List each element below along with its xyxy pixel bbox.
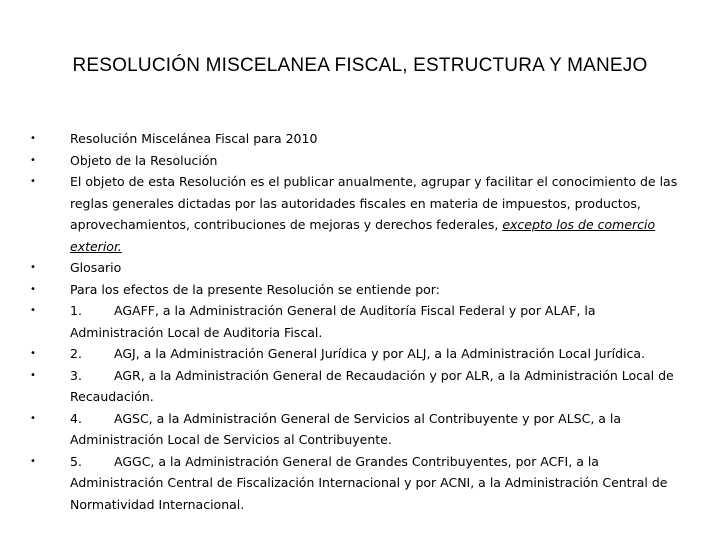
item-number: 5. (70, 453, 82, 469)
bullet-icon: • (30, 455, 36, 467)
list-item (30, 279, 680, 301)
bullet-icon: • (30, 412, 36, 424)
item-text: El objeto de esta Resolución es el publicar anualmente, agrupar y facilitar el conocimiento de las reglas generales dictadas por las autoridades fiscales en materia de impuestos, productos, aprovechamientos, contribuciones de mejoras y derechos federales, (70, 174, 678, 232)
bullet-icon: • (30, 154, 36, 166)
item-text: Resolución Miscelánea Fiscal para 2010 (70, 131, 318, 146)
list-item (30, 257, 680, 279)
bullet-icon: • (30, 176, 36, 187)
bullet-icon: • (30, 283, 36, 295)
bullet-icon: • (30, 369, 36, 381)
item-text: Para los efectos de la presente Resolución se entiende por: (70, 281, 440, 297)
item-number: 1. (70, 303, 82, 318)
list-item (30, 128, 680, 150)
item-text: AGGC, a la Administración General de Grandes Contribuyentes, por ACFI, a la Administración Central de Fiscalización Internacional y por ACNI, a la Administración Central de Normatividad Internacional. (70, 453, 668, 512)
list-item (30, 451, 680, 516)
bullet-icon: • (30, 133, 36, 144)
item-number: 4. (70, 410, 82, 426)
item-text: AGSC, a la Administración General de Servicios al Contribuyente y por ALSC, a la Administración Local de Servicios al Contribuyente. (70, 410, 622, 447)
slide-title: RESOLUCIÓN MISCELANEA FISCAL, ESTRUCTURA Y MANEJO (72, 55, 648, 76)
item-number: 3. (70, 367, 82, 383)
item-text: AGJ, a la Administración General Jurídica y por ALJ, a la Administración Local Jurídica. (114, 346, 646, 361)
list-item (30, 300, 680, 343)
item-number: 2. (70, 346, 82, 361)
item-text: Objeto de la Resolución (70, 152, 218, 168)
item-text: AGR, a la Administración General de Recaudación y por ALR, a la Administración Local de Recaudación. (70, 367, 674, 404)
list-item (30, 150, 680, 172)
bullet-icon: • (30, 262, 36, 273)
list-item (30, 171, 680, 257)
item-text: AGAFF, a la Administración General de Auditoría Fiscal Federal y por ALAF, la Administración Local de Auditoria Fiscal. (70, 303, 596, 340)
bullet-icon: • (30, 348, 36, 359)
list-item (30, 343, 680, 365)
list-item (30, 365, 680, 408)
bullet-icon: • (30, 305, 36, 316)
underlined-text: excepto los de comercio exterior. (70, 217, 656, 254)
content-list (30, 128, 680, 515)
item-text: Glosario (70, 260, 122, 275)
list-item (30, 408, 680, 451)
